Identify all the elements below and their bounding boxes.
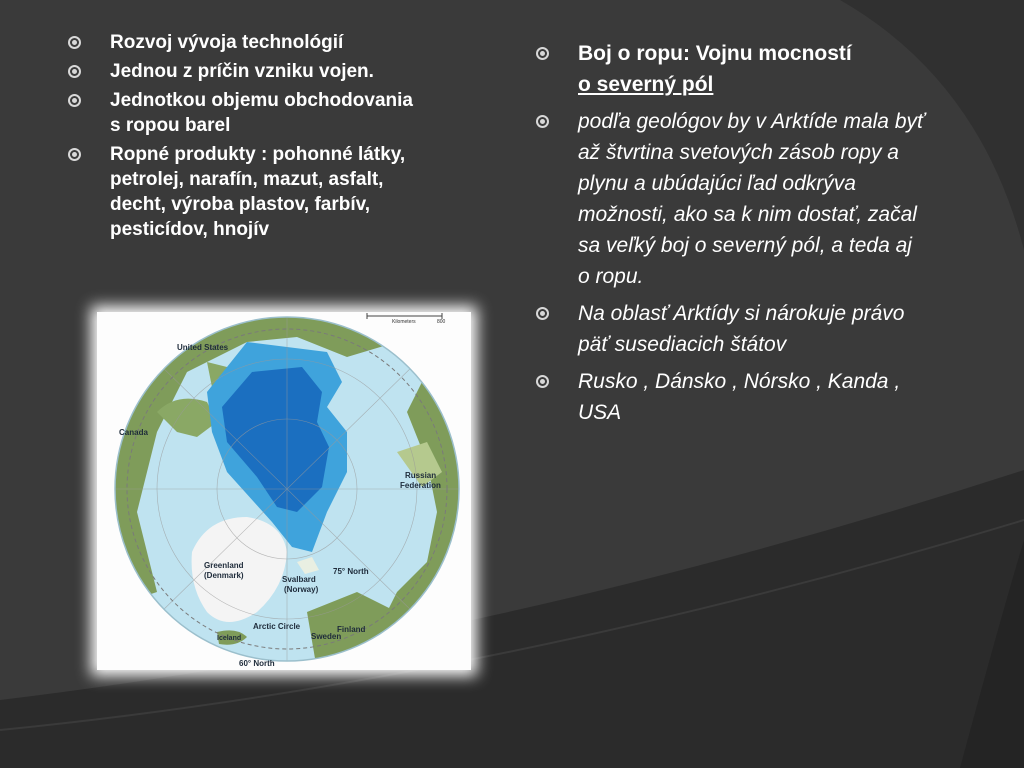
bullet-icon [536, 115, 549, 128]
list-item [536, 366, 926, 428]
left-bullet-column [68, 30, 428, 246]
bullet-icon [536, 307, 549, 320]
map-scale-unit: Kilometers [392, 319, 416, 325]
bullet-text: Na oblasť Arktídy si nárokuje právo päť susediacich štátov [578, 302, 905, 356]
map-label-russia-1: Russian [405, 471, 437, 480]
bullet-icon [68, 94, 81, 107]
list-item [68, 142, 428, 242]
heading-line-2: o severný pól [578, 73, 714, 96]
bullet-icon [536, 47, 549, 60]
list-item-heading [536, 38, 926, 100]
arctic-map-image [97, 312, 471, 670]
map-label-svalbard-1: Svalbard [282, 575, 316, 584]
bullet-icon [68, 65, 81, 78]
bullet-text: podľa geológov by v Arktíde mala byť až štvrtina svetových zásob ropy a plynu a ubúdajúci ľad odkrýva možnosti, ako sa k nim dostať, začal sa veľký boj o severný pól, a teda aj o ropu. [578, 110, 925, 288]
bullet-text: Jednou z príčin vzniku vojen. [110, 61, 374, 82]
bullet-text: Rusko , Dánsko , Nórsko , Kanda , USA [578, 370, 901, 424]
map-label-greenland-2: (Denmark) [204, 571, 244, 580]
map-label-arctic-circle: Arctic Circle [253, 622, 301, 631]
map-label-finland: Finland [337, 625, 366, 634]
map-label-svalbard-2: (Norway) [284, 585, 319, 594]
list-item [68, 59, 428, 84]
bullet-icon [68, 36, 81, 49]
map-label-sweden: Sweden [311, 632, 342, 641]
map-label-75-north: 75° North [333, 567, 369, 576]
right-bullet-list [536, 38, 926, 428]
map-label-iceland: Iceland [217, 635, 242, 642]
list-item [536, 298, 926, 360]
bullet-icon [68, 148, 81, 161]
list-item [68, 88, 428, 138]
map-label-united-states: United States [177, 343, 229, 352]
bullet-text: Rozvoj vývoja technológií [110, 32, 344, 53]
list-item [536, 106, 926, 292]
map-scale-end: 800 [437, 319, 446, 325]
bullet-icon [536, 375, 549, 388]
map-scale-bar [367, 313, 446, 325]
bullet-text: Jednotkou objemu obchodovania s ropou barel [110, 90, 413, 136]
map-label-greenland-1: Greenland [204, 561, 244, 570]
bullet-text: Ropné produkty : pohonné látky, petrolej, narafín, mazut, asfalt, decht, výroba plastov, farbív, pesticídov, hnojív [110, 144, 406, 240]
list-item [68, 30, 428, 55]
map-label-60-north: 60° North [239, 659, 275, 668]
heading-line-1: Boj o ropu: Vojnu mocností [578, 42, 852, 65]
left-bullet-list [68, 30, 428, 242]
map-label-canada: Canada [119, 428, 148, 437]
map-label-russia-2: Federation [400, 481, 441, 490]
right-bullet-column [536, 38, 926, 434]
